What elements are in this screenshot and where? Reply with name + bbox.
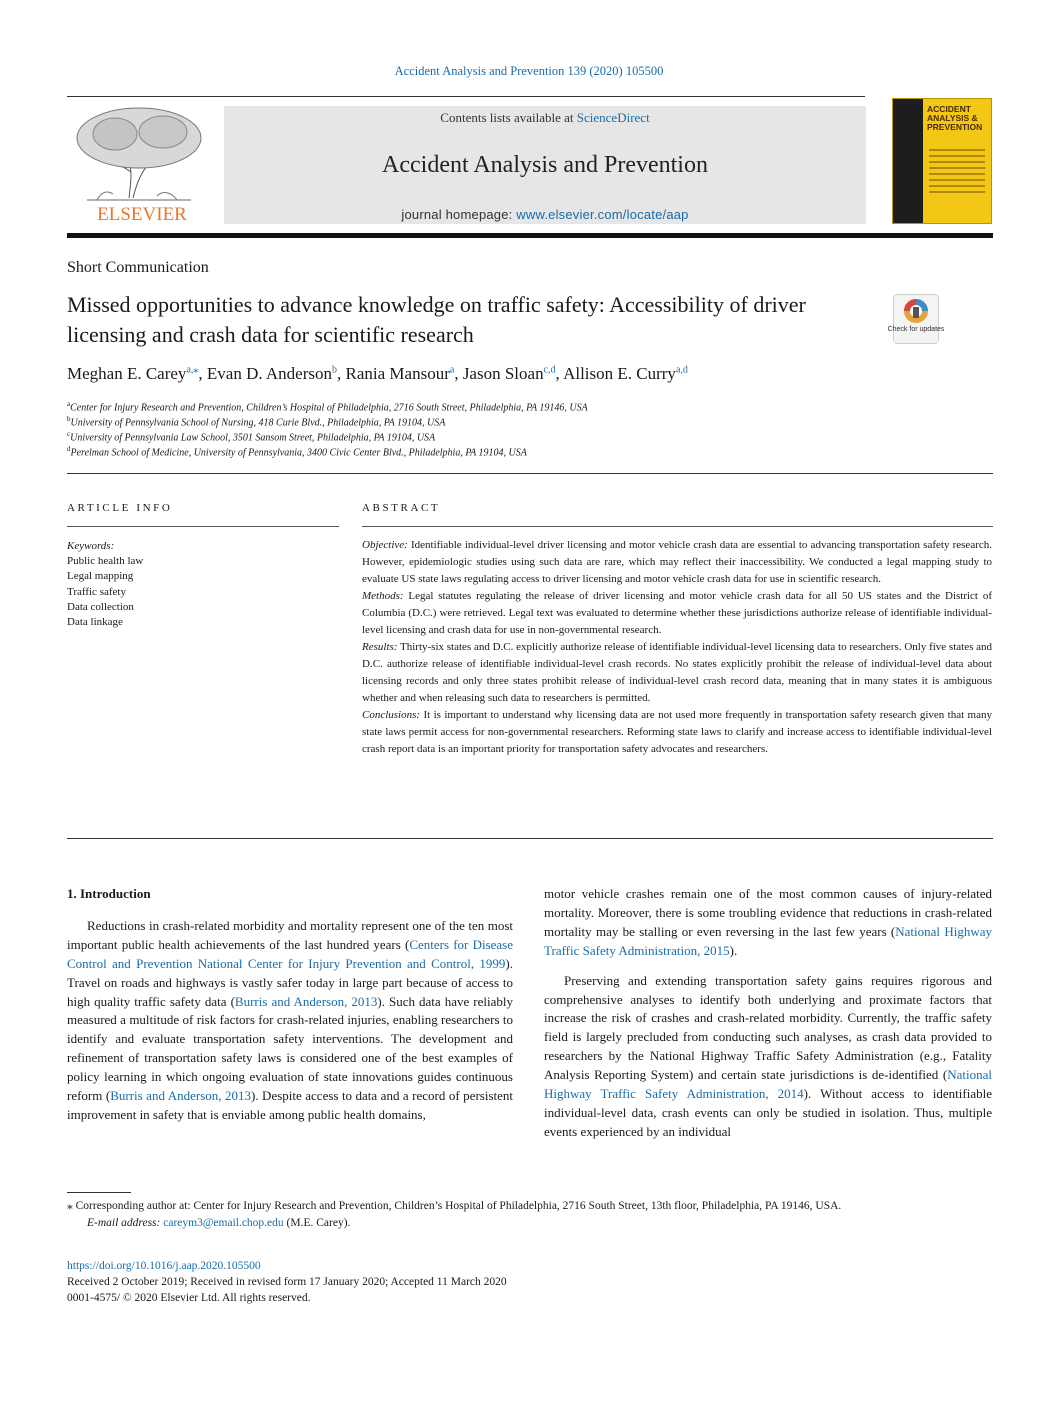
abstract-conclusions	[362, 707, 992, 758]
header-rule	[67, 96, 865, 97]
citation-link[interactable]: Burris and Anderson, 2013	[234, 993, 378, 1009]
affiliation-marker: b	[67, 415, 71, 423]
body-column-left	[67, 885, 513, 1125]
journal-citation[interactable]: Accident Analysis and Prevention 139 (2020) 105500	[394, 64, 664, 78]
article-type: Short Communication	[67, 259, 209, 276]
author-name[interactable]: Rania Mansour	[345, 364, 450, 383]
cover-strip	[893, 99, 923, 223]
keyword: Data collection	[67, 600, 134, 613]
abstract-body	[362, 537, 992, 758]
contents-prefix: Contents lists available at	[440, 110, 577, 125]
header-thick-rule	[67, 233, 993, 238]
affiliation-text: Perelman School of Medicine, University of Pennsylvania, 3400 Civic Center Blvd., Philadelphia, PA 19104, USA	[70, 447, 527, 459]
email-label: E-mail address:	[87, 1217, 161, 1229]
article-info-label: ARTICLE INFO	[67, 502, 173, 514]
crossmark-button[interactable]	[887, 294, 945, 344]
author-affiliation-marker[interactable]: a,⁎	[186, 364, 199, 376]
abstract-objective	[362, 537, 992, 588]
received-dates: Received 2 October 2019; Received in revised form 17 January 2020; Accepted 11 March 2020	[67, 1275, 507, 1288]
author-name[interactable]: Evan D. Anderson	[206, 364, 333, 383]
email-suffix: (M.E. Carey).	[283, 1217, 351, 1229]
cover-title: ACCIDENT ANALYSIS & PREVENTION	[927, 104, 983, 132]
elsevier-tree-icon	[77, 108, 201, 200]
abstract-heading: Conclusions:	[362, 709, 421, 721]
text-run: motor vehicle crashes remain one of the most common causes of injury-related mortality. Moreover, there is some troubling evidence that reductions in crash-related mortality may be stalling or even reversing in the last few years (	[544, 886, 992, 939]
affiliation-rule	[67, 473, 993, 474]
article-title: Missed opportunities to advance knowledge on traffic safety: Accessibility of driver licensing and crash data for scientific research	[67, 292, 806, 347]
body-column-right	[544, 885, 992, 1142]
text-run: Preserving and extending transportation safety gains requires rigorous and comprehensive analyses to identify both underlying and proximate factors that increase the risk of crashes and crash-related morbidity. Currently, the traffic safety field is largely precluded from conducting such analyses, as crash data provided to researchers by the National Highway Traffic Safety Administration (e.g., Fatality Analysis Reporting System) and certain state jurisdictions is de-identified (	[544, 972, 992, 1083]
author-name[interactable]: Meghan E. Carey	[67, 364, 187, 383]
abstract-text: It is important to understand why licensing data are not used more frequently in transportation safety research given that many state laws permit access for non-governmental researchers. Reforming state laws to clarify and increase access to identifiable individual-level crash report data is an important priority for transportation safety advocates and researchers.	[362, 709, 992, 755]
body-paragraph	[544, 972, 992, 1142]
crossmark-label: Check for updates	[887, 326, 945, 333]
footnote-rule	[67, 1192, 131, 1193]
author-list: Meghan E. Carey$^{a,⁎}$, Evan D. Anderson$^b$, Rania Mansour$^a$, Jason Sloan$^{c,d}$, Allison E. Curry$^{a,d}$	[67, 364, 688, 383]
keyword: Public health law	[67, 555, 144, 568]
affiliation-marker: d	[67, 445, 71, 453]
affiliation-text: University of Pennsylvania School of Nursing, 418 Curie Blvd., Philadelphia, PA 19104, USA	[70, 417, 446, 429]
abstract-heading: Methods:	[362, 590, 404, 602]
affiliation-marker: c	[67, 430, 71, 438]
text-run: ).	[729, 942, 738, 958]
keyword: Legal mapping	[67, 570, 134, 583]
elsevier-logo	[67, 100, 217, 224]
affiliation-marker: a	[67, 400, 71, 408]
author-affiliation-marker[interactable]: c,d	[543, 364, 556, 376]
journal-cover	[892, 98, 992, 224]
author-name[interactable]: Jason Sloan	[462, 364, 544, 383]
text-run: ). Travel on roads and highways is vastly safer today in large part because of access to high quality traffic safety data (	[67, 955, 513, 1009]
author-name[interactable]: Allison E. Curry	[563, 364, 676, 383]
author-affiliation-marker[interactable]: a	[449, 364, 455, 376]
sciencedirect-link[interactable]: ScienceDirect	[576, 110, 650, 125]
journal-title: Accident Analysis and Prevention	[382, 152, 708, 178]
keywords-block	[67, 539, 143, 630]
homepage-link[interactable]: www.elsevier.com/locate/aap	[516, 207, 689, 222]
abstract-methods	[362, 588, 992, 639]
text-run: ). Without access to identifiable individual-level data, crash events can only be studied in isolation. Thus, multiple events experienced by an individual	[544, 1086, 992, 1139]
keyword: Traffic safety	[67, 585, 126, 598]
text-run: Reductions in crash-related morbidity and mortality represent one of the ten most important public health achievements of the last hundred years (	[67, 917, 513, 952]
elsevier-wordmark: ELSEVIER	[97, 204, 187, 225]
abstract-results	[362, 639, 992, 707]
affiliation	[67, 415, 445, 428]
homepage-line	[224, 207, 866, 222]
affiliation-text: University of Pennsylvania Law School, 3501 Sansom Street, Philadelphia, PA 19104, USA	[70, 432, 436, 444]
homepage-prefix: journal homepage:	[401, 207, 517, 222]
article-info-rule	[67, 526, 339, 527]
abstract-label: ABSTRACT	[362, 502, 441, 514]
cover-lines	[929, 149, 985, 197]
corresponding-author-note: ⁎ Corresponding author at: Center for Injury Research and Prevention, Children’s Hospital of Philadelphia, 2716 South Street, 13th floor, Philadelphia, PA 19146, USA.	[67, 1200, 842, 1212]
publication-info	[67, 1259, 507, 1306]
affiliation	[67, 445, 527, 458]
citation-link[interactable]: Burris and Anderson, 2013	[110, 1088, 251, 1104]
citation-link[interactable]: National Highway Traffic Safety Administration, 2014	[544, 1067, 992, 1102]
abstract-heading: Objective:	[362, 539, 408, 551]
citation-link[interactable]: Centers for Disease Control and Prevention National Center for Injury Prevention and Control, 1999	[67, 936, 513, 971]
keywords-heading: Keywords:	[67, 540, 115, 552]
author-affiliation-marker[interactable]: b	[332, 364, 338, 376]
contents-line	[224, 110, 866, 126]
crossmark-icon	[904, 299, 928, 323]
body-paragraph	[67, 917, 513, 1125]
section-heading: 1. Introduction	[67, 886, 151, 901]
text-run: ). Despite access to data and a record of persistent improvement in safety that is enviable among public health domains,	[67, 1088, 513, 1122]
affiliation	[67, 430, 435, 443]
email-link[interactable]: careym3@email.chop.edu	[163, 1217, 284, 1229]
affiliation-text: Center for Injury Research and Prevention, Children’s Hospital of Philadelphia, 2716 South Street, Philadelphia, PA 19146, USA	[70, 402, 588, 414]
abstract-bottom-rule	[67, 838, 993, 839]
doi-link[interactable]: https://doi.org/10.1016/j.aap.2020.105500	[67, 1260, 261, 1272]
text-run: ). Such data have reliably measured a multitude of risk factors for crash-related injuries, enabling researchers to identify and evaluate transportation safety interventions. The development and refinement of transportation safety laws is considered one of the best examples of policy learning in which ongoing evaluation of state innovations guides continuous reform (	[67, 993, 513, 1104]
email-line	[87, 1215, 993, 1232]
author-affiliation-marker[interactable]: a,d	[675, 364, 688, 376]
affiliation	[67, 400, 588, 413]
keyword: Data linkage	[67, 616, 123, 629]
abstract-rule	[362, 526, 993, 527]
abstract-text: Legal statutes regulating the release of driver licensing and motor vehicle crash data for all 50 US states and the District of Columbia (D.C.) were retrieved. Legal text was evaluated to determine whether these jurisdictions authorize release of identifiable individual-level licensing and crash data for use in non-governmental research.	[362, 590, 992, 636]
body-paragraph	[544, 885, 992, 961]
copyright-line: 0001-4575/ © 2020 Elsevier Ltd. All rights reserved.	[67, 1291, 311, 1304]
footnote-block	[67, 1198, 993, 1232]
abstract-text: Identifiable individual-level driver licensing and motor vehicle crash data are essential to advancing transportation safety research. However, epidemiologic studies using such data are rare, which may reflect their inaccessibility. We conducted a legal mapping study to evaluate US state laws regulating access to driver licensing and motor vehicle crash data for use in scientific research.	[362, 539, 992, 585]
abstract-text: Thirty-six states and D.C. explicitly authorize release of identifiable individual-level licensing data to researchers. Only five states and D.C. authorize release of identifiable individual-level crash records. No states explicitly prohibit the release of individual-level data about licensing records and only three states prohibit release of individual-level crash record data, meaning that in many states it is ambiguous whether and when releasing such data to researchers is permitted.	[362, 641, 992, 704]
abstract-heading: Results:	[362, 641, 398, 653]
citation-link[interactable]: National Highway Traffic Safety Administration, 2015	[544, 923, 992, 958]
